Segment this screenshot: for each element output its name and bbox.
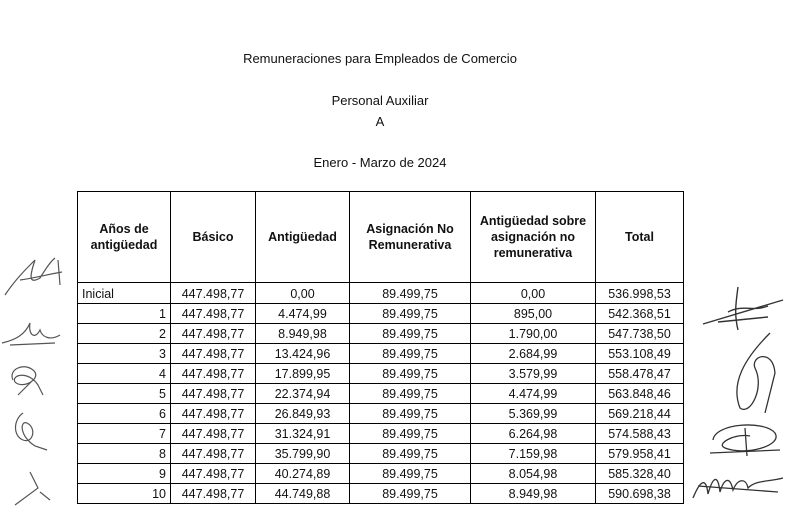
cell-seniority-on-non-remunerative: 8.054,98 — [471, 464, 596, 484]
cell-basic: 447.498,77 — [171, 464, 256, 484]
cell-seniority-on-non-remunerative: 1.790,00 — [471, 324, 596, 344]
cell-seniority-on-non-remunerative: 3.579,99 — [471, 364, 596, 384]
signature-left-2 — [0, 315, 70, 350]
cell-total: 590.698,38 — [596, 484, 684, 504]
signature-right-1 — [698, 282, 788, 334]
cell-total: 536.998,53 — [596, 283, 684, 304]
cell-seniority: 4.474,99 — [256, 304, 350, 324]
header-seniority: Antigüedad — [256, 192, 350, 283]
cell-basic: 447.498,77 — [171, 324, 256, 344]
cell-basic: 447.498,77 — [171, 484, 256, 504]
header-non-remunerative: Asignación No Remunerativa — [350, 192, 471, 283]
cell-years: 7 — [78, 424, 171, 444]
cell-years: 1 — [78, 304, 171, 324]
cell-seniority: 31.324,91 — [256, 424, 350, 444]
cell-seniority: 8.949,98 — [256, 324, 350, 344]
signature-right-2 — [725, 328, 785, 418]
cell-non-remunerative: 89.499,75 — [350, 484, 471, 504]
cell-seniority-on-non-remunerative: 895,00 — [471, 304, 596, 324]
cell-total: 579.958,41 — [596, 444, 684, 464]
cell-seniority: 0,00 — [256, 283, 350, 304]
cell-seniority-on-non-remunerative: 7.159,98 — [471, 444, 596, 464]
cell-non-remunerative: 89.499,75 — [350, 344, 471, 364]
cell-non-remunerative: 89.499,75 — [350, 283, 471, 304]
table-row — [78, 484, 684, 504]
cell-seniority-on-non-remunerative: 0,00 — [471, 283, 596, 304]
cell-seniority-on-non-remunerative: 4.474,99 — [471, 384, 596, 404]
cell-years: 9 — [78, 464, 171, 484]
cell-non-remunerative: 89.499,75 — [350, 304, 471, 324]
cell-basic: 447.498,77 — [171, 283, 256, 304]
cell-seniority: 26.849,93 — [256, 404, 350, 424]
header-basic: Básico — [171, 192, 256, 283]
cell-basic: 447.498,77 — [171, 304, 256, 324]
table-row — [78, 344, 684, 364]
cell-total: 542.368,51 — [596, 304, 684, 324]
cell-seniority-on-non-remunerative: 2.684,99 — [471, 344, 596, 364]
cell-total: 585.328,40 — [596, 464, 684, 484]
salary-table — [77, 191, 684, 504]
cell-non-remunerative: 89.499,75 — [350, 384, 471, 404]
cell-years: 3 — [78, 344, 171, 364]
table-header-row — [78, 192, 684, 283]
cell-years: Inicial — [78, 283, 171, 304]
cell-basic: 447.498,77 — [171, 384, 256, 404]
cell-non-remunerative: 89.499,75 — [350, 324, 471, 344]
cell-seniority: 17.899,95 — [256, 364, 350, 384]
table-row — [78, 364, 684, 384]
cell-non-remunerative: 89.499,75 — [350, 424, 471, 444]
table-row — [78, 324, 684, 344]
cell-basic: 447.498,77 — [171, 444, 256, 464]
signature-right-3 — [705, 418, 785, 460]
table-row — [78, 304, 684, 324]
header-total: Total — [596, 192, 684, 283]
cell-total: 553.108,49 — [596, 344, 684, 364]
cell-non-remunerative: 89.499,75 — [350, 364, 471, 384]
cell-seniority: 44.749,88 — [256, 484, 350, 504]
cell-seniority: 13.424,96 — [256, 344, 350, 364]
cell-basic: 447.498,77 — [171, 344, 256, 364]
class-label: A — [375, 114, 385, 129]
cell-total: 574.588,43 — [596, 424, 684, 444]
signature-left-5 — [10, 470, 60, 507]
table-row — [78, 464, 684, 484]
cell-basic: 447.498,77 — [171, 404, 256, 424]
table-row — [78, 424, 684, 444]
table-row — [78, 444, 684, 464]
cell-total: 563.848,46 — [596, 384, 684, 404]
period-label: Enero - Marzo de 2024 — [313, 155, 447, 170]
cell-basic: 447.498,77 — [171, 424, 256, 444]
cell-total: 569.218,44 — [596, 404, 684, 424]
cell-years: 4 — [78, 364, 171, 384]
signature-right-4 — [688, 466, 788, 504]
cell-basic: 447.498,77 — [171, 364, 256, 384]
cell-years: 6 — [78, 404, 171, 424]
document-title: Remuneraciones para Empleados de Comercio — [243, 51, 517, 66]
cell-years: 5 — [78, 384, 171, 404]
cell-non-remunerative: 89.499,75 — [350, 404, 471, 424]
signature-left-3 — [3, 360, 53, 400]
category-label: Personal Auxiliar — [331, 93, 429, 108]
cell-non-remunerative: 89.499,75 — [350, 464, 471, 484]
cell-years: 2 — [78, 324, 171, 344]
header-years: Años de antigüedad — [78, 192, 171, 283]
cell-seniority-on-non-remunerative: 6.264,98 — [471, 424, 596, 444]
signature-left-4 — [5, 408, 55, 453]
cell-years: 10 — [78, 484, 171, 504]
cell-non-remunerative: 89.499,75 — [350, 444, 471, 464]
table-row — [78, 404, 684, 424]
header-seniority-on-non-remunerative: Antigüedad sobre asignación no remunerativa — [471, 192, 596, 283]
table-row — [78, 384, 684, 404]
cell-seniority: 22.374,94 — [256, 384, 350, 404]
cell-total: 547.738,50 — [596, 324, 684, 344]
table-row — [78, 283, 684, 304]
cell-seniority: 40.274,89 — [256, 464, 350, 484]
cell-total: 558.478,47 — [596, 364, 684, 384]
cell-years: 8 — [78, 444, 171, 464]
cell-seniority-on-non-remunerative: 8.949,98 — [471, 484, 596, 504]
cell-seniority: 35.799,90 — [256, 444, 350, 464]
signature-left-1 — [0, 250, 70, 300]
cell-seniority-on-non-remunerative: 5.369,99 — [471, 404, 596, 424]
